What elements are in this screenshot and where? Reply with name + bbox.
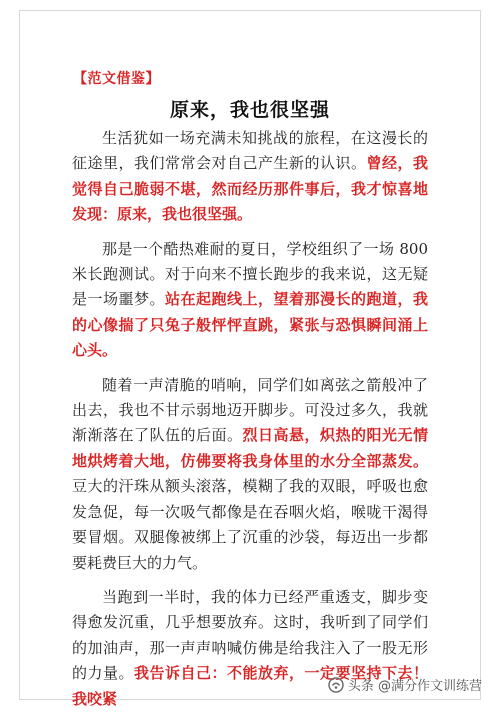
paragraph-text: 那是一个酷热难耐的夏日，学校组织了一场 800米长跑测试。对于向来不擅长跑步的我来说，这无疑是一场噩梦。 xyxy=(72,239,428,309)
paragraph-emphasis: 烈日高悬，炽热的阳光无情地烘烤着大地，仿佛要将我身体里的水分全部蒸发。 xyxy=(72,426,428,470)
paragraph-emphasis: 曾经，我觉得自己脆弱不堪，然而经历那件事后，我才惊喜地发现：原来，我也很坚强。 xyxy=(72,154,428,224)
paragraph-2 xyxy=(72,237,428,364)
essay-body xyxy=(72,126,428,721)
paragraph-text-after: 豆大的汗珠从额头滚落，模糊了我的双眼，呼吸也愈发急促，每一次吸气都像是在吞咽火焰，喉咙干渴得要冒烟。双腿像被绑上了沉重的沙袋，每迈出一步都要耗费巨大的力气。 xyxy=(72,477,428,572)
paragraph-text: 当跑到一半时，我的体力已经严重透支，脚步变得愈发沉重，几乎想要放弃。这时，我听到了同学们的加油声，那一声声呐喊仿佛是给我注入了一股无形的力量。 xyxy=(72,587,428,683)
paragraph-emphasis: 我告诉自己：不能放弃，一定要坚持下去！我咬紧 xyxy=(72,664,428,708)
watermark xyxy=(328,675,482,694)
paragraph-emphasis: 站在起跑线上，望着那漫长的跑道，我的心像揣了只兔子般怦怦直跳，紧张与恐惧瞬间涌上心头。 xyxy=(72,290,428,360)
watermark-text: 头条 @满分作文训练营 xyxy=(347,679,482,694)
paragraph-1 xyxy=(72,126,428,228)
toutiao-logo-icon xyxy=(328,677,344,693)
paragraph-3 xyxy=(72,373,428,576)
essay-title: 原来，我也很坚强 xyxy=(169,99,330,121)
section-label: 【范文借鉴】 xyxy=(73,71,160,87)
paragraph-text: 随着一声清脆的哨响，同学们如离弦之箭般冲了出去，我也不甘示弱地迈开脚步。可没过多久，我就渐渐落在了队伍的后面。 xyxy=(72,375,428,445)
paragraph-text: 生活犹如一场充满未知挑战的旅程，在这漫长的征途里，我们常常会对自己产生新的认识。 xyxy=(72,129,428,173)
